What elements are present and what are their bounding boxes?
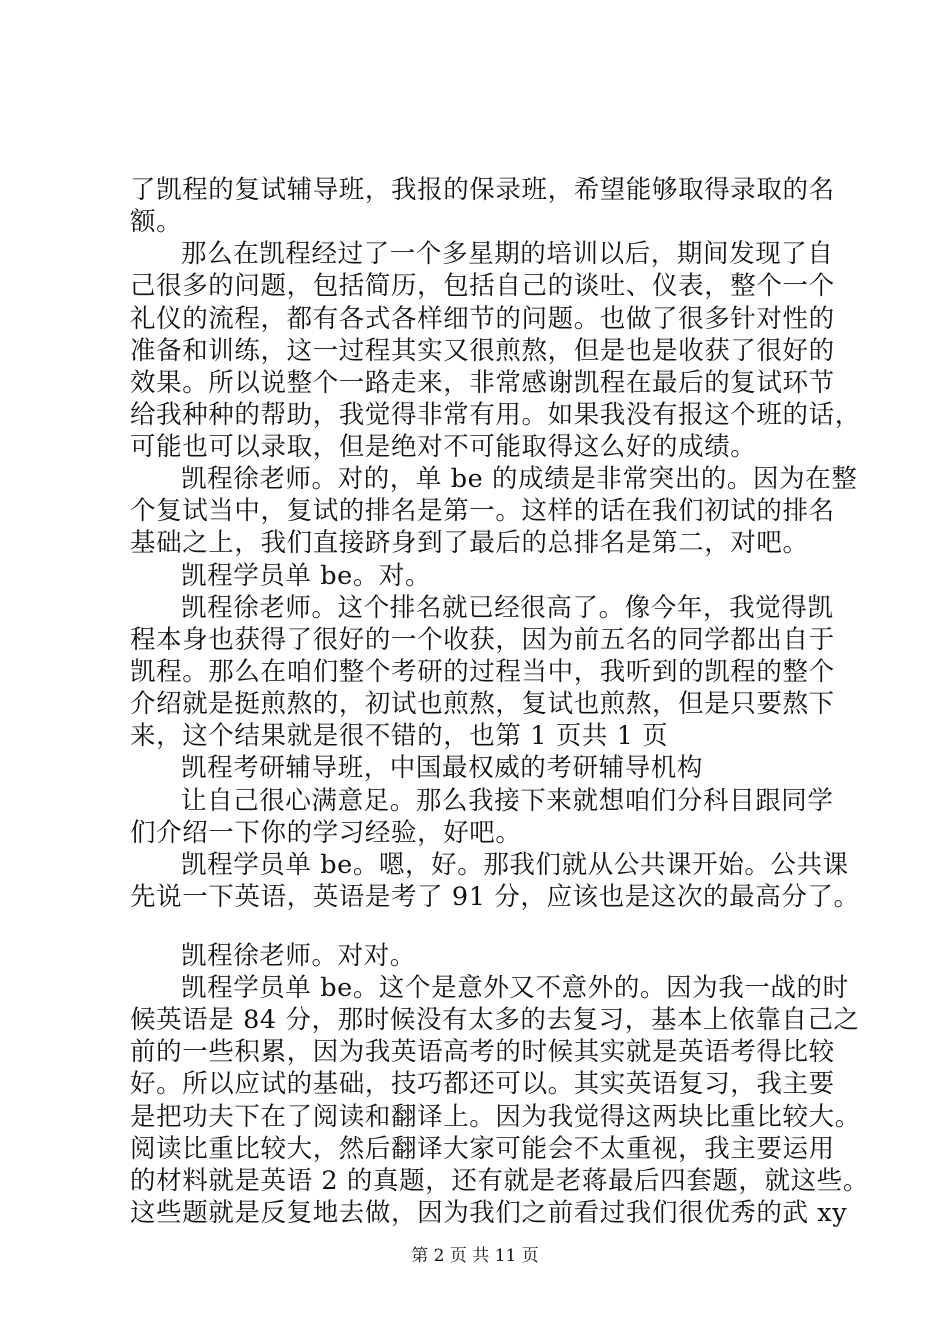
text-line: 这些题就是反复地去做，因为我们之前看过我们很优秀的武 xy	[130, 1198, 848, 1228]
text-line: 阅读比重比较大，然后翻译大家可能会不太重视，我主要运用	[130, 1134, 835, 1164]
text-line: 凯程学员单 be。对。	[181, 561, 432, 591]
text-line: 凯程徐老师。对对。	[181, 941, 416, 971]
text-line: 凯程学员单 be。这个是意外又不意外的。因为我一战的时	[181, 973, 849, 1003]
text-line: 前的一些积累，因为我英语高考的时候其实就是英语考得比较	[130, 1037, 835, 1067]
text-line: 让自己很心满意足。那么我接下来就想咱们分科目跟同学	[181, 786, 834, 816]
text-line: 那么在凯程经过了一个多星期的培训以后，期间发现了自	[181, 239, 834, 269]
text-line: 介绍就是挺煎熬的，初试也煎熬，复试也煎熬，但是只要熬下	[130, 689, 835, 719]
text-line: 是把功夫下在了阅读和翻译上。因为我觉得这两块比重比较大。	[130, 1102, 861, 1132]
text-line: 可能也可以录取，但是绝对不可能取得这么好的成绩。	[130, 432, 757, 462]
text-line: 凯程。那么在咱们整个考研的过程当中，我听到的凯程的整个	[130, 657, 835, 687]
text-line: 候英语是 84 分，那时候没有太多的去复习，基本上依靠自己之	[130, 1005, 860, 1035]
text-line: 己很多的问题，包括简历，包括自己的谈吐、仪表，整个一个	[130, 271, 835, 301]
text-line: 凯程徐老师。这个排名就已经很高了。像今年，我觉得凯	[181, 593, 834, 623]
text-line: 程本身也获得了很好的一个收获，因为前五名的同学都出自于	[130, 625, 835, 655]
text-line: 礼仪的流程，都有各式各样细节的问题。也做了很多针对性的	[130, 304, 835, 334]
text-line: 凯程学员单 be。嗯，好。那我们就从公共课开始。公共课	[181, 850, 849, 880]
text-line: 的材料就是英语 2 的真题，还有就是老蒋最后四套题，就这些。	[130, 1166, 869, 1196]
text-line: 基础之上，我们直接跻身到了最后的总排名是第二，对吧。	[130, 528, 809, 558]
text-line: 额。	[130, 207, 183, 237]
text-line: 了凯程的复试辅导班，我报的保录班，希望能够取得录取的名	[130, 175, 835, 205]
text-line: 效果。所以说整个一路走来，非常感谢凯程在最后的复试环节	[130, 368, 835, 398]
page-number-footer: 第 2 页 共 11 页	[411, 1246, 539, 1266]
text-line: 给我种种的帮助，我觉得非常有用。如果我没有报这个班的话，	[130, 400, 861, 430]
text-line: 来，这个结果就是很不错的，也第 1 页共 1 页	[130, 721, 669, 751]
text-line: 好。所以应试的基础，技巧都还可以。其实英语复习，我主要	[130, 1069, 835, 1099]
text-line: 个复试当中，复试的排名是第一。这样的话在我们初试的排名	[130, 496, 835, 526]
text-line: 先说一下英语，英语是考了 91 分，应该也是这次的最高分了。	[130, 882, 860, 912]
text-line: 们介绍一下你的学习经验，好吧。	[130, 818, 522, 848]
text-line: 凯程考研辅导班，中国最权威的考研辅导机构	[181, 753, 704, 783]
text-line: 凯程徐老师。对的，单 be 的成绩是非常突出的。因为在整	[181, 464, 858, 494]
text-line: 准备和训练，这一过程其实又很煎熬，但是也是收获了很好的	[130, 336, 835, 366]
